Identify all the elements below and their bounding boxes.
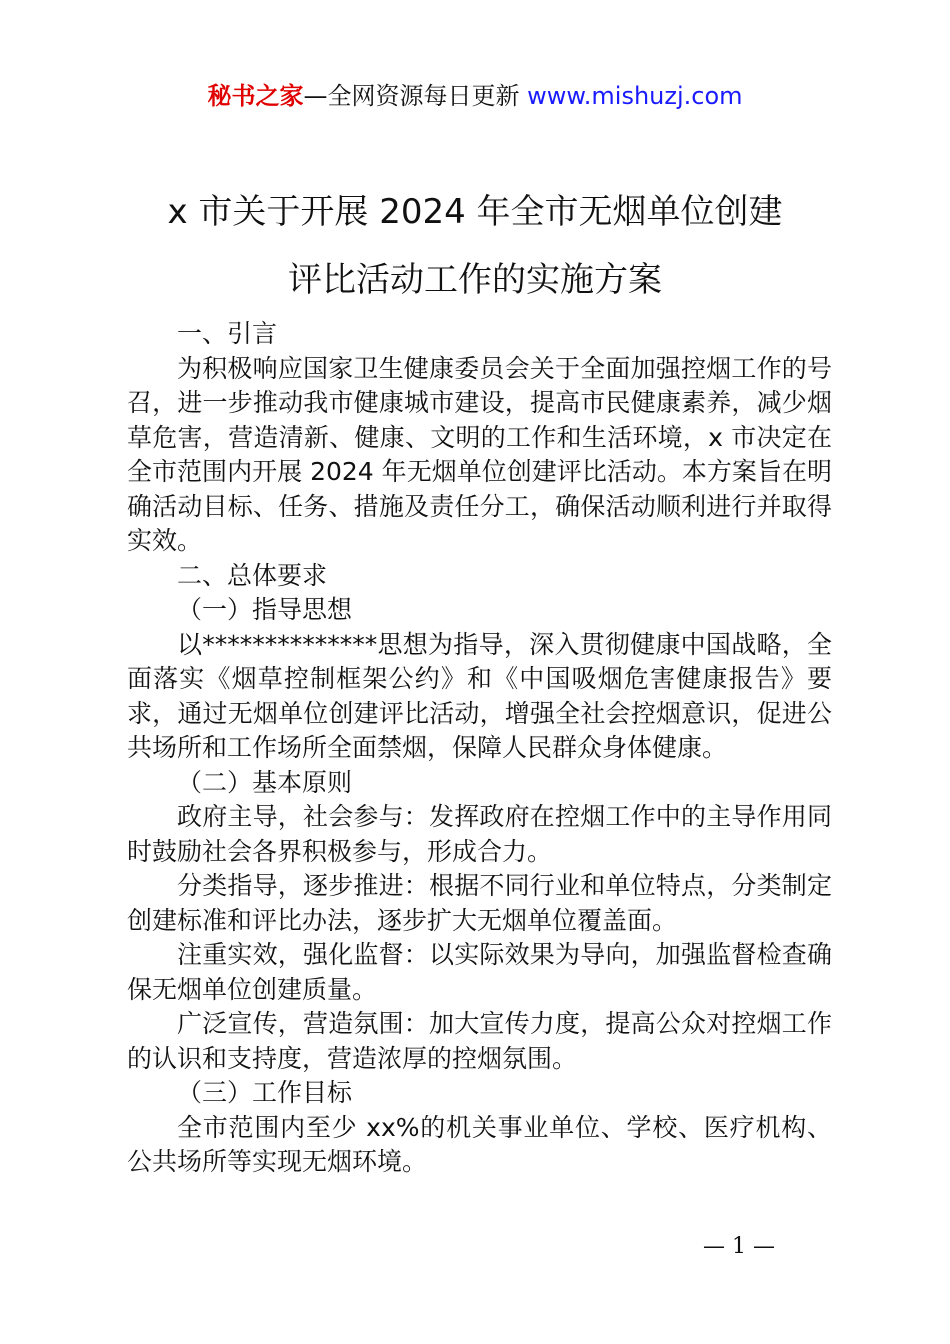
paragraph-introduction: 为积极响应国家卫生健康委员会关于全面加强控烟工作的号召，进一步推动我市健康城市建设，提高市民健康素养，减少烟草危害，营造清新、健康、文明的工作和生活环境，x 市决定在全市范围内开展 2024 年无烟单位创建评比活动。本方案旨在明确活动目标、任务、措施及责任分工，确保活动顺利进行并取得实效。 bbox=[127, 353, 832, 555]
document-title-line-2: 评比活动工作的实施方案 bbox=[288, 260, 662, 300]
page-number: — 1 — bbox=[703, 1234, 775, 1259]
site-brand-name: 秘书之家 bbox=[207, 82, 304, 110]
document-body bbox=[127, 317, 832, 1180]
paragraph-guiding-ideology: 以**************思想为指导，深入贯彻健康中国战略，全面落实《烟草控制框架公约》和《中国吸烟危害健康报告》要求，通过无烟单位创建评比活动，增强全社会控烟意识，促进公共场所和工作场所全面禁烟，保障人民群众身体健康。 bbox=[127, 629, 832, 762]
document-title-line-1: x 市关于开展 2024 年全市无烟单位创建 bbox=[167, 192, 783, 232]
site-url-link[interactable]: www.mishuzj.com bbox=[527, 82, 743, 110]
subheading-work-goals: （三）工作目标 bbox=[177, 1078, 353, 1107]
paragraph-principle-publicity: 广泛宣传，营造氛围：加大宣传力度，提高公众对控烟工作的认识和支持度，营造浓厚的控烟氛围。 bbox=[127, 1009, 832, 1073]
paragraph-principle-classified-guidance: 分类指导，逐步推进：根据不同行业和单位特点，分类制定创建标准和评比办法，逐步扩大无烟单位覆盖面。 bbox=[127, 871, 832, 935]
subheading-basic-principles: （二）基本原则 bbox=[177, 767, 353, 797]
site-tagline: —全网资源每日更新 bbox=[303, 82, 520, 110]
paragraph-work-goals: 全市范围内至少 xx%的机关事业单位、学校、医疗机构、公共场所等实现无烟环境。 bbox=[127, 1112, 832, 1176]
paragraph-principle-government-led: 政府主导，社会参与：发挥政府在控烟工作中的主导作用同时鼓励社会各界积极参与，形成合力。 bbox=[127, 802, 832, 866]
site-banner bbox=[0, 80, 950, 112]
subheading-guiding-ideology: （一）指导思想 bbox=[177, 595, 353, 624]
section-heading-general-requirements: 二、总体要求 bbox=[177, 560, 328, 590]
section-heading-introduction: 一、引言 bbox=[177, 319, 278, 348]
paragraph-principle-effectiveness: 注重实效，强化监督：以实际效果为导向，加强监督检查确保无烟单位创建质量。 bbox=[127, 940, 832, 1004]
